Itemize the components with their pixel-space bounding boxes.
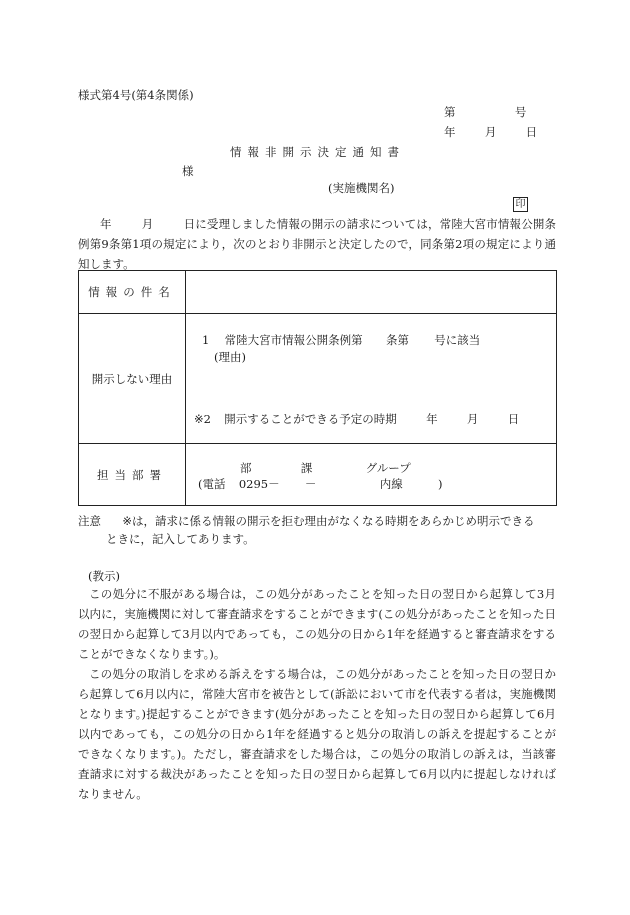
number-suffix: 号	[514, 105, 527, 119]
seal-mark	[513, 196, 528, 212]
intro-year: 年	[100, 217, 112, 231]
intro-month: 月	[141, 217, 154, 231]
note-line-1	[78, 513, 534, 529]
date-month: 月	[484, 125, 497, 139]
dept-dash: －	[304, 477, 317, 491]
addressee-suffix: 様	[182, 164, 194, 178]
value-department	[186, 444, 557, 506]
agency-name: (実施機関名)	[328, 181, 395, 195]
seal-icon: 印	[513, 197, 528, 212]
row-reason	[79, 314, 557, 444]
dept-bu: 部	[240, 461, 252, 475]
form-number: 様式第4号(第4条関係)	[78, 88, 194, 102]
document-title: 情報非開示決定通知書	[230, 145, 405, 159]
reason-ordinance: 常陸大宮市情報公開条例第	[224, 333, 363, 347]
intro-paragraph	[78, 214, 556, 274]
reason-go: 号に該当	[434, 333, 481, 347]
instruction-para-1: この処分に不服がある場合は，この処分があったことを知った日の翌日から起算して3月以内に，実施機関に対して審査請求をすることができます(この処分があったことを知った日の翌日から起算して3月以内であっても，この処分の日から1年を経過すると審査請求をすることができなくなります。)。	[78, 587, 556, 661]
dept-line-1	[240, 460, 411, 476]
period-mark: ※2	[194, 412, 211, 426]
date-day: 日	[525, 125, 538, 139]
instruction-heading: (教示)	[88, 569, 120, 583]
period-year: 年	[426, 412, 438, 426]
date-line	[444, 124, 537, 140]
intro-rest: 日に受理しました情報の開示の請求については，常陸大宮市情報公開条例第9条第1項の規定により，次のとおり非開示と決定したので，同条第2項の規定により通知します。	[78, 217, 557, 271]
period-line	[194, 411, 519, 427]
dept-ka: 課	[300, 461, 313, 475]
dept-ext: 内線	[379, 477, 403, 491]
instruction-para-2: この処分の取消しを求める訴えをする場合は，この処分があったことを知った日の翌日から起算して6月以内に，常陸大宮市を被告として(訴訟において市を代表する者は，実施機関となります。)提起することができます(処分があったことを知った日の翌日から起算して6月以内であっても，この処分の日から1年を経過すると処分の取消しの訴えを提起することができなくなります。)。ただし，審査請求をした場合は，この処分の取消しの訴えは，当該審査請求に対する裁決があったことを知った日の翌日から起算して6月以内に提起しなければなりません。	[78, 667, 556, 801]
reason-num: 1	[202, 333, 210, 347]
row-subject	[79, 271, 557, 314]
period-day: 日	[507, 412, 520, 426]
period-month: 月	[466, 412, 479, 426]
reason-jo: 条第	[385, 333, 409, 347]
reason-line-2: (理由)	[214, 350, 246, 364]
date-year: 年	[444, 125, 456, 139]
value-reason	[186, 314, 557, 444]
value-subject	[186, 271, 557, 314]
note-label: 注意	[78, 514, 101, 528]
label-department: 担当部署	[79, 444, 186, 506]
dept-tel: (電話	[198, 477, 226, 491]
dept-prefix: 0295－	[238, 477, 280, 491]
label-subject: 情報の件名	[79, 271, 186, 314]
dept-line-2	[198, 476, 443, 492]
notice-table	[78, 270, 557, 506]
note-line-2: ときに，記入してあります。	[106, 532, 255, 546]
number-prefix: 第	[444, 105, 456, 119]
period-text: 開示することができる予定の時期	[224, 412, 397, 426]
number-line	[444, 104, 526, 120]
dept-close: )	[438, 477, 443, 491]
note-text-1: ※は，請求に係る情報の開示を拒む理由がなくなる時期をあらかじめ明示できる	[122, 514, 535, 528]
row-department	[79, 444, 557, 506]
dept-group: グループ	[365, 461, 411, 475]
reason-line-1	[202, 332, 480, 348]
label-reason: 開示しない理由	[79, 314, 186, 444]
